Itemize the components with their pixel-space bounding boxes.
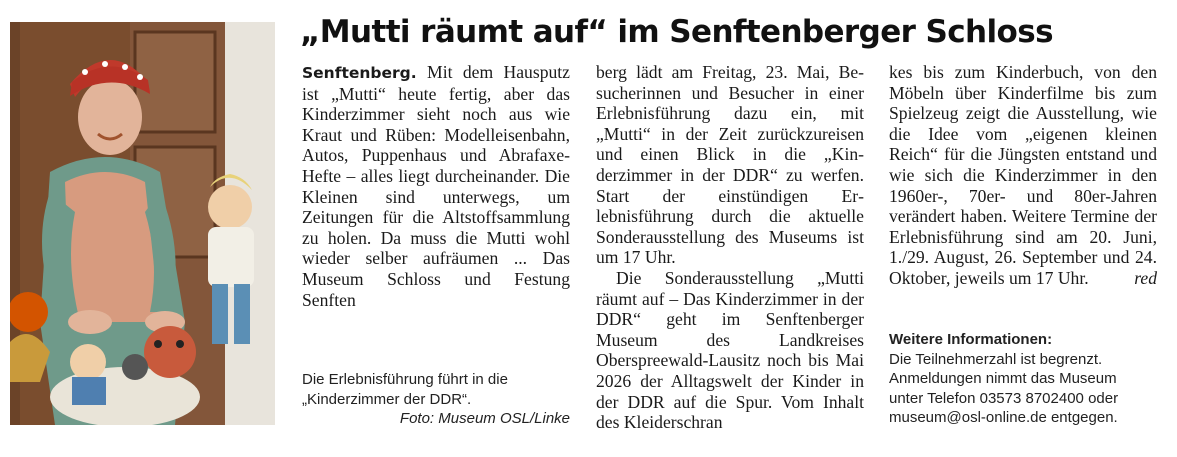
column-1-text (302, 62, 570, 310)
info-line: Anmeldungen nimmt das Museum (889, 370, 1117, 387)
caption-line-1: Die Erlebnisführung führt in die (302, 371, 508, 388)
photo-caption (302, 370, 570, 429)
photo-illustration (10, 22, 275, 425)
info-box (889, 330, 1157, 428)
info-line: museum@osl-online.de entgegen. (889, 409, 1118, 426)
author-signature: red (1134, 267, 1157, 288)
column-3-body: kes bis zum Kinderbuch, von den Möbeln über Kinderfilme bis zum Spielzeug zeigt die Ausstellung, wie die Idee vom „eigenen kleinen Reich“ für die Jüngsten entstand und wie sich die Kinderzimmer in den 1960er-, 70er- und 80er-Jahren verändert haben. Weitere Termine der Erlebnisführung sind am 20. Juni, 1./29. August, 26. September und 24. Oktober, jeweils um 17 Uhr. (889, 62, 1157, 288)
column-2-paragraph-1: berg lädt am Freitag, 23. Mai, Besucherinnen und Besucher in einer Erlebnisführung dazu ein, mit „Mutti“ in der Zeit zurückzureisen und einen Blick in die „Kinderzimmer in der DDR“ zu werfen. Start der einstündigen Erlebnisführung durch die aktuelle Sonderausstellung des Museums ist um 17 Uhr. (596, 62, 864, 268)
info-title: Weitere Informationen: (889, 331, 1053, 348)
article-column-1 (302, 62, 570, 310)
info-line: Die Teilnehmerzahl ist begrenzt. (889, 350, 1103, 368)
article-headline: „Mutti räumt auf“ im Senftenberger Schloss (300, 14, 1053, 50)
article-column-2 (596, 62, 864, 433)
dateline: Senftenberg. (302, 64, 417, 82)
article-column-3 (889, 62, 1157, 289)
photo-credit: Foto: Museum OSL/Linke (399, 410, 570, 427)
caption-line-2: „Kinderzimmer der DDR“. (302, 390, 472, 408)
column-2-paragraph-2: Die Sonderausstellung „Mutti räumt auf – Das Kinderzimmer in der DDR“ geht im Senftenberger Museum des Landkreises Oberspreewald-Lausitz noch bis Mai 2026 der Alltagswelt der Kinder in der DDR auf die Spur. Vom Inhalt des Kleiderschran (596, 267, 864, 433)
column-1-body: Mit dem Hausputz ist „Mutti“ heute fertig, aber das Kinderzimmer sieht noch aus wie Kraut und Rüben: Modelleisenbahn, Autos, Puppenhaus und Abrafaxe-Hefte – alles liegt durcheinander. Die Kleinen sind unterwegs, um Zeitungen für die Altstoffsammlung zu holen. Da muss die Mutti wohl wieder selber aufräumen ... Das Museum Schloss und Festung Senften (302, 62, 570, 310)
column-3-paragraph (889, 62, 1157, 289)
info-line: unter Telefon 03573 8702400 oder (889, 389, 1119, 407)
article-photo (10, 22, 275, 425)
